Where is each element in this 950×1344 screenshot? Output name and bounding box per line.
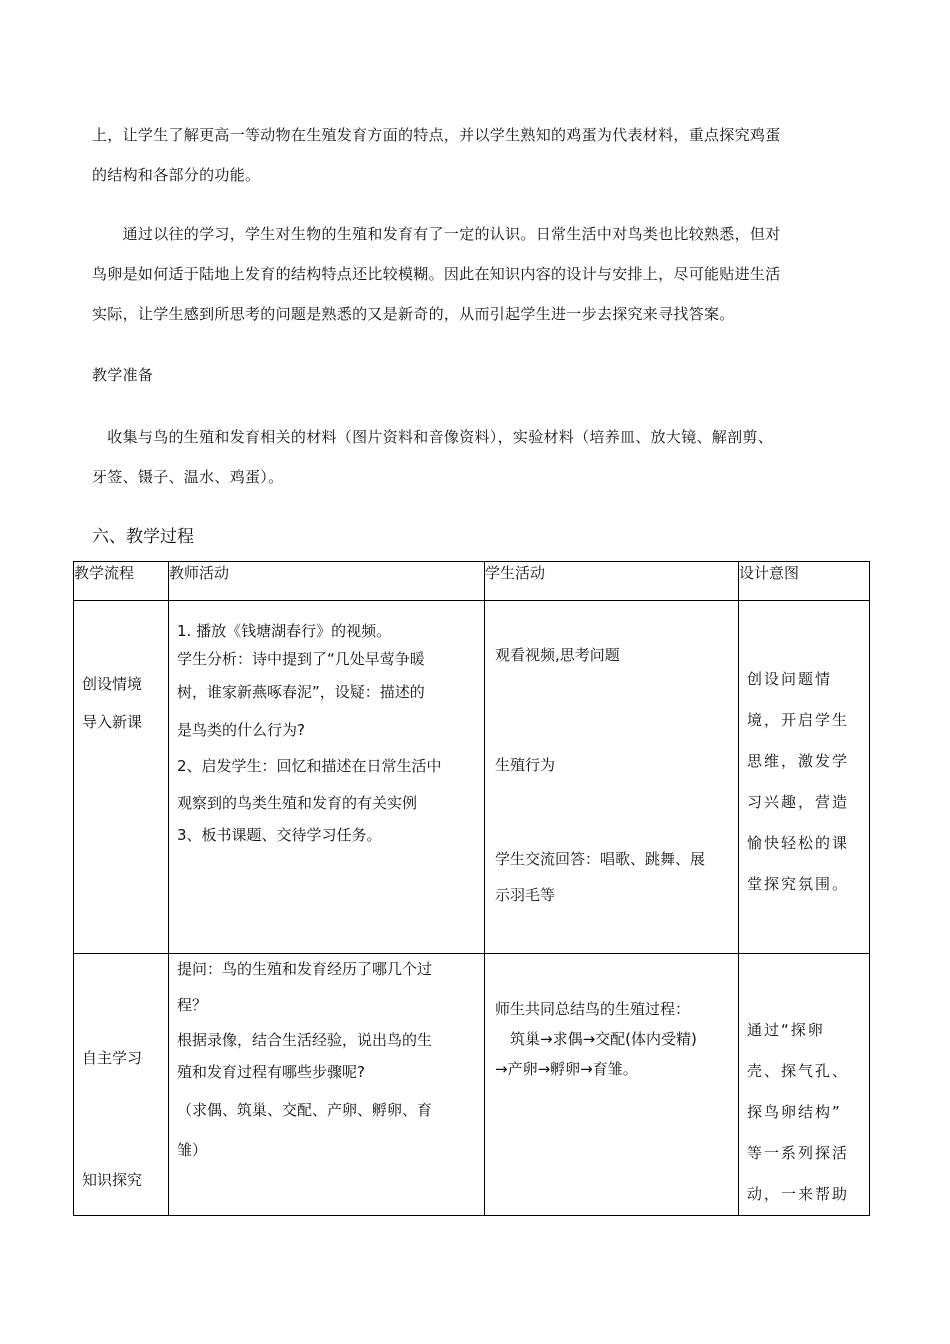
row1-flow-line-2: 导入新课 — [82, 713, 143, 731]
row2-teacher-line-3: 根据录像，结合生活经验，说出鸟的生 — [177, 1031, 433, 1049]
row1-flow-line-1: 创设情境 — [82, 675, 143, 693]
row2-teacher-line-5: （求偶、筑巢、交配、产卵、孵卵、育 — [177, 1101, 433, 1119]
row1-teacher-line-4: 是鸟类的什么行为? — [177, 721, 305, 739]
row1-intent-line-4: 习兴趣，营造 — [747, 793, 850, 811]
row1-teacher-line-7: 3、板书课题、交待学习任务。 — [177, 826, 382, 844]
header-flow: 教学流程 — [74, 562, 169, 601]
row1-intent-line-3: 思维，激发学 — [747, 752, 850, 770]
row1-intent-line-2: 境，开启学生 — [747, 711, 850, 729]
row2-intent-cell — [739, 954, 870, 1216]
table-header-row — [74, 562, 870, 601]
paragraph-intro-line-2: 的结构和各部分的功能。 — [92, 166, 261, 184]
row1-teacher-line-1: 1. 播放《钱塘湖春行》的视频。 — [177, 622, 392, 640]
section-title: 六、教学过程 — [92, 527, 194, 547]
row1-flow-cell — [74, 601, 169, 954]
header-student: 学生活动 — [485, 562, 739, 601]
row1-intent-line-1: 创设问题情 — [747, 670, 833, 688]
row2-teacher-cell — [169, 954, 485, 1216]
row1-teacher-cell — [169, 601, 485, 954]
row2-intent-line-5: 动，一来帮助 — [747, 1185, 850, 1203]
row2-student-cell — [485, 954, 739, 1216]
teaching-process-table — [73, 561, 870, 1216]
paragraph-analysis-line-3: 实际，让学生感到所思考的问题是熟悉的又是新奇的，从而引起学生进一步去探究来寻找答案。 — [92, 305, 735, 323]
row1-intent-line-6: 堂探究氛围。 — [747, 875, 850, 893]
paragraph-analysis-line-2: 鸟卵是如何适于陆地上发育的结构特点还比较模糊。因此在知识内容的设计与安排上，尽可能贴进生活 — [92, 265, 781, 283]
header-teacher: 教师活动 — [169, 562, 485, 601]
row1-student-line-3: 学生交流回答：唱歌、跳舞、展 — [495, 850, 706, 868]
row1-intent-line-5: 愉快轻松的课 — [747, 834, 850, 852]
row2-intent-line-2: 壳、探气孔、 — [747, 1062, 850, 1080]
row2-teacher-line-1: 提问：鸟的生殖和发育经历了哪几个过 — [177, 960, 433, 978]
paragraph-intro-line-1: 上，让学生了解更高一等动物在生殖发育方面的特点，并以学生熟知的鸡蛋为代表材料，重点探究鸡蛋 — [92, 126, 781, 144]
row1-student-line-1: 观看视频,思考问题 — [495, 646, 620, 664]
row2-intent-line-1: 通过“探卵 — [747, 1021, 825, 1039]
row2-teacher-line-4: 殖和发育过程有哪些步骤呢? — [177, 1063, 365, 1081]
row2-flow-line-2: 知识探究 — [82, 1171, 143, 1189]
row1-teacher-line-5: 2、启发学生：回忆和描述在日常生活中 — [177, 757, 442, 775]
prep-title: 教学准备 — [92, 366, 154, 384]
row2-teacher-line-6: 雏） — [177, 1141, 208, 1159]
row1-teacher-line-6: 观察到的鸟类生殖和发育的有关实例 — [177, 794, 418, 812]
prep-line-1: 收集与鸟的生殖和发育相关的材料（图片资料和音像资料），实验材料（培养皿、放大镜、解剖剪、 — [92, 428, 774, 446]
prep-line-2: 牙签、镊子、温水、鸡蛋）。 — [92, 468, 284, 486]
row1-student-line-2: 生殖行为 — [495, 756, 556, 774]
row1-teacher-line-2: 学生分析：诗中提到了“几处早莺争暖 — [177, 650, 425, 668]
header-intent: 设计意图 — [739, 562, 870, 601]
row2-student-line-2: 筑巢→求偶→交配(体内受精) — [495, 1030, 697, 1048]
row2-intent-line-4: 等一系列探活 — [747, 1144, 850, 1162]
row1-student-line-4: 示羽毛等 — [495, 886, 556, 904]
row2-flow-line-1: 自主学习 — [82, 1049, 143, 1067]
paragraph-analysis-line-1: 通过以往的学习，学生对生物的生殖和发育有了一定的认识。日常生活中对鸟类也比较熟悉，但对 — [92, 225, 781, 243]
table-row — [74, 601, 870, 954]
row2-intent-line-3: 探鸟卵结构” — [747, 1103, 842, 1121]
row2-student-line-3: →产卵→孵卵→育雏。 — [495, 1060, 638, 1078]
row1-intent-cell — [739, 601, 870, 954]
row2-teacher-line-2: 程？ — [177, 996, 208, 1014]
table-row — [74, 954, 870, 1216]
row2-flow-cell — [74, 954, 169, 1216]
row1-student-cell — [485, 601, 739, 954]
row2-student-line-1: 师生共同总结鸟的生殖过程： — [495, 1000, 691, 1018]
row1-teacher-line-3: 树，谁家新燕啄春泥”，设疑：描述的 — [177, 683, 425, 701]
